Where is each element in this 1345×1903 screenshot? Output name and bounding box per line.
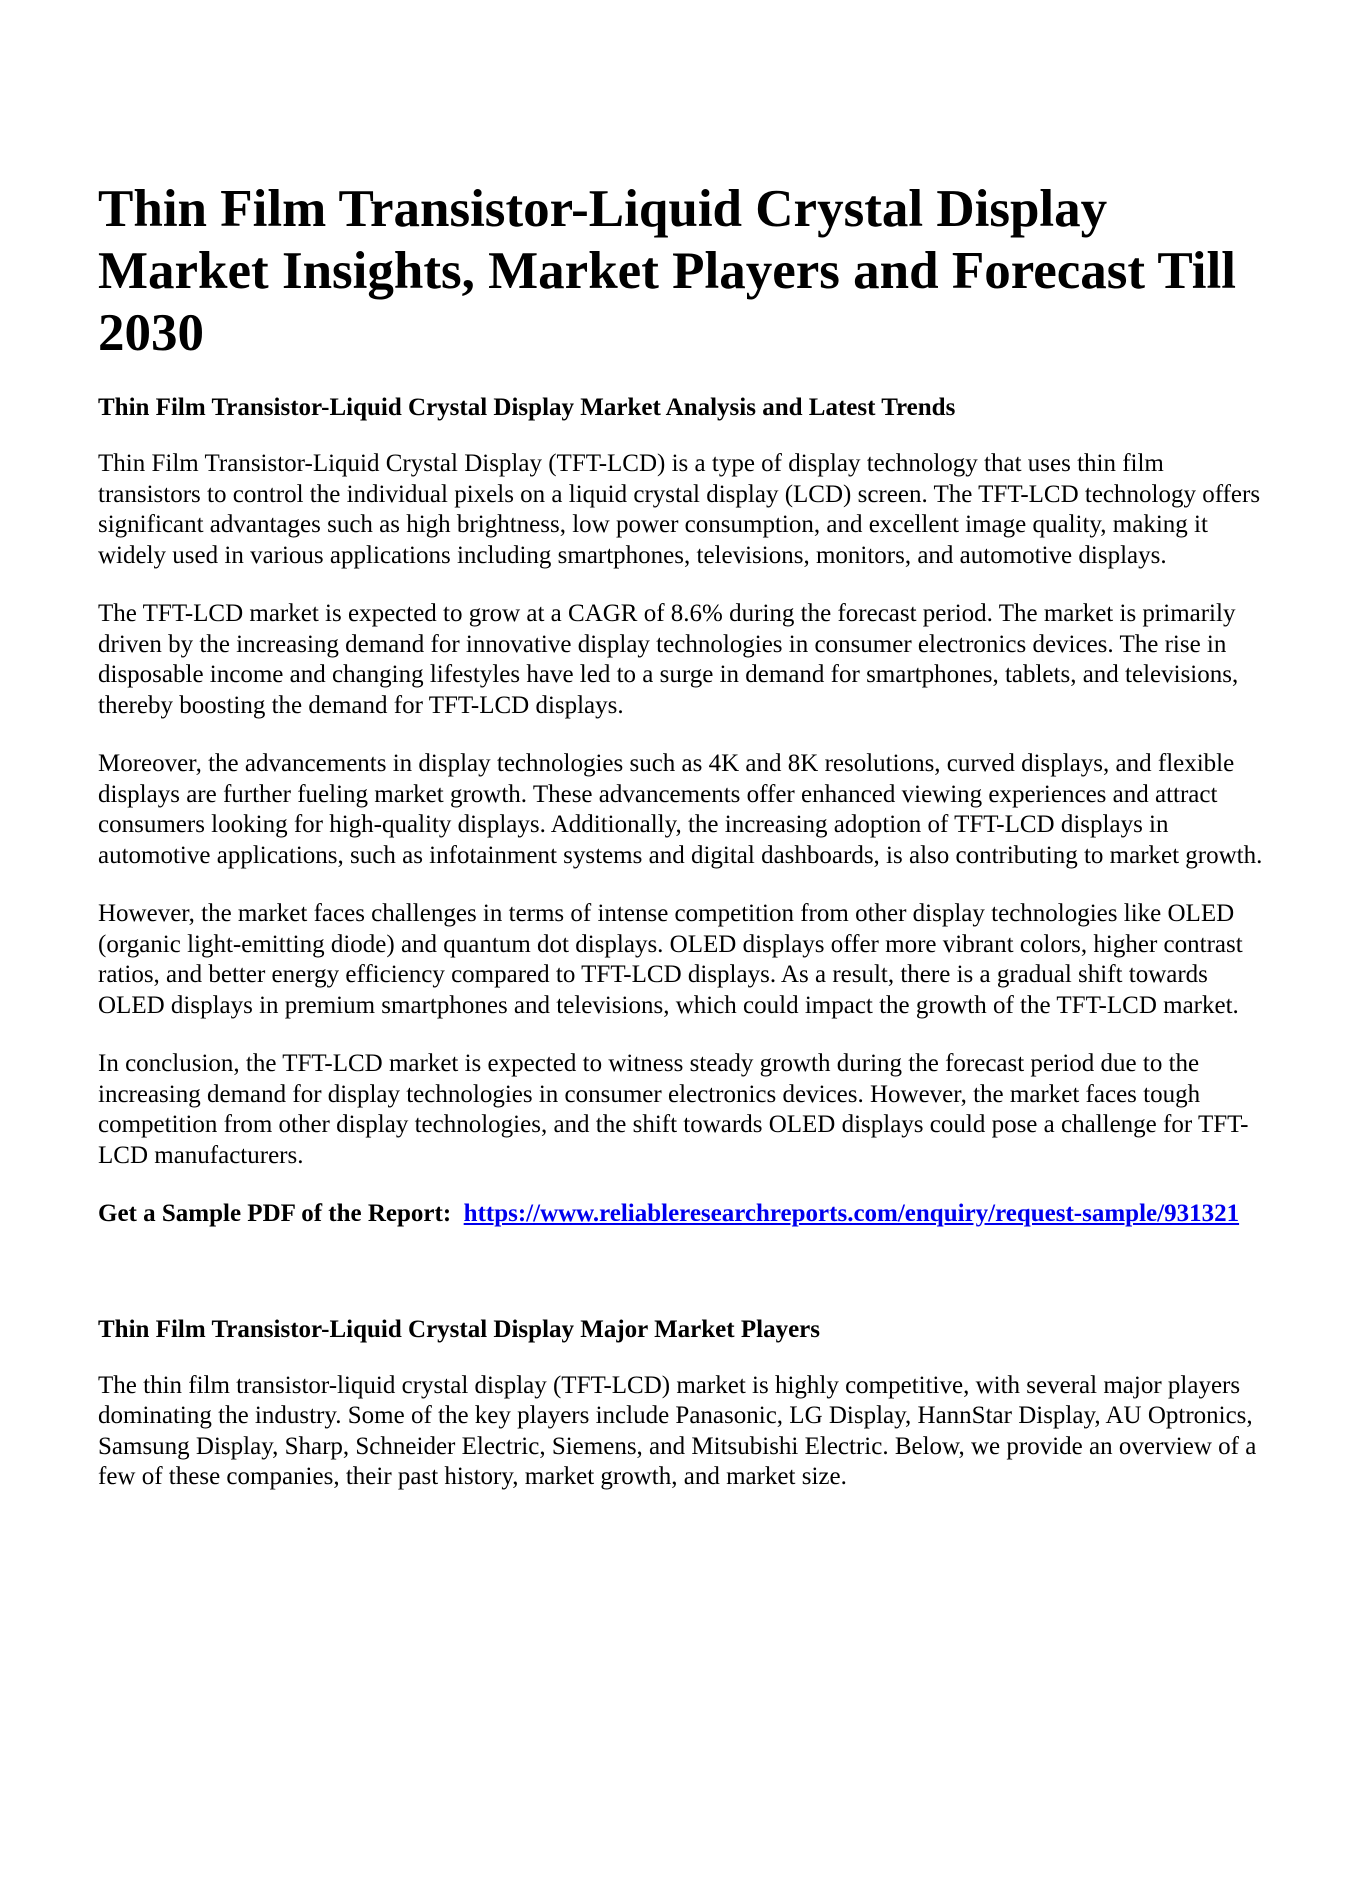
sample-pdf-link[interactable]: https://www.reliableresearchreports.com/enquiry/request-sample/931321 [463,1200,1240,1227]
document-title: Thin Film Transistor-Liquid Crystal Display Market Insights, Market Players and Forecast Till 2030 [98,180,1236,362]
paragraph-conclusion: In conclusion, the TFT-LCD market is expected to witness steady growth during the forecast period due to the increasing demand for display technologies in consumer electronics devices. However, the market faces tough competition from other display technologies, and the shift towards OLED displays could pose a challenge for TFT-LCD manufacturers. [98,1050,1249,1169]
section-heading-analysis: Thin Film Transistor-Liquid Crystal Display Market Analysis and Latest Trends [98,394,956,421]
paragraph-advancements: Moreover, the advancements in display technologies such as 4K and 8K resolutions, curved displays, and flexible displays are further fueling market growth. These advancements offer enhanced viewing experiences and attract consumers looking for high-quality displays. Additionally, the increasing adoption of TFT-LCD displays in automotive applications, such as infotainment systems and digital dashboards, is also contributing to market growth. [98,750,1263,869]
sample-pdf-line [98,1199,1268,1230]
document-page [98,178,1268,1493]
paragraph-challenges: However, the market faces challenges in terms of intense competition from other display technologies like OLED (organic light-emitting diode) and quantum dot displays. OLED displays offer more vibrant colors, higher contrast ratios, and better energy efficiency compared to TFT-LCD displays. As a result, there is a gradual shift towards OLED displays in premium smartphones and televisions, which could impact the growth of the TFT-LCD market. [98,900,1243,1019]
section-heading-players: Thin Film Transistor-Liquid Crystal Display Major Market Players [98,1315,820,1343]
paragraph-intro: Thin Film Transistor-Liquid Crystal Display (TFT-LCD) is a type of display technology that uses thin film transistors to control the individual pixels on a liquid crystal display (LCD) screen. The TFT-LCD technology offers significant advantages such as high brightness, low power consumption, and excellent image quality, making it widely used in various applications including smartphones, televisions, monitors, and automotive displays. [98,450,1261,569]
paragraph-growth: The TFT-LCD market is expected to grow at a CAGR of 8.6% during the forecast period. The market is primarily driven by the increasing demand for innovative display technologies in consumer electronics devices. The rise in disposable income and changing lifestyles have led to a surge in demand for smartphones, tablets, and televisions, thereby boosting the demand for TFT-LCD displays. [98,600,1239,719]
sample-pdf-label: Get a Sample PDF of the Report: [98,1200,452,1227]
paragraph-players: The thin film transistor-liquid crystal display (TFT-LCD) market is highly competitive, with several major players dominating the industry. Some of the key players include Panasonic, LG Display, HannStar Display, AU Optronics, Samsung Display, Sharp, Schneider Electric, Siemens, and Mitsubishi Electric. Below, we provide an overview of a few of these companies, their past history, market growth, and market size. [98,1371,1257,1490]
